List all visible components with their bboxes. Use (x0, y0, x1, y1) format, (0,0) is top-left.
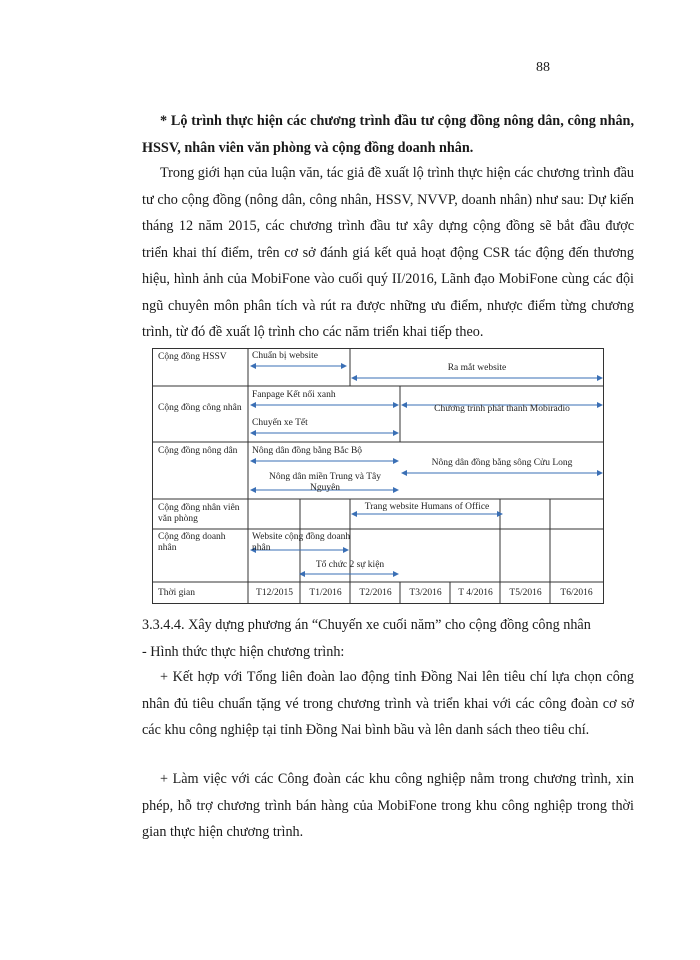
activity-cn-tet: Chuyến xe Tết (252, 418, 308, 428)
row-label-hssv: Cộng đồng HSSV (158, 352, 227, 362)
period-t12-2015: T12/2015 (256, 588, 293, 598)
period-t5-2016: T5/2016 (509, 588, 542, 598)
paragraph-2: + Làm việc với các Công đoàn các khu công nghiệp nằm trong chương trình, xin phép, hỗ trợ chương trình bán hàng của MobiFone trong khu công nghiệp trong thời gian thực hiện chương trình. (142, 771, 634, 840)
time-label: Thời gian (158, 588, 195, 598)
activity-nd-mientrung: Nông dân miền Trung và Tây Nguyên (269, 472, 381, 493)
form-label: - Hình thức thực hiện chương trình: (142, 644, 345, 660)
activity-hssv-launch: Ra mắt website (447, 363, 507, 373)
row-label-doanh-nhan: Cộng đồng doanh nhân (158, 532, 226, 553)
activity-cn-fanpage: Fanpage Kết nối xanh (252, 390, 336, 400)
period-t1-2016: T1/2016 (309, 588, 342, 598)
activity-nd-cuulong: Nông dân đồng bằng sông Cửu Long (431, 458, 573, 468)
period-t2-2016: T2/2016 (359, 588, 392, 598)
activity-cn-radio: Chương trình phát thanh Mobiradio (434, 404, 570, 414)
activity-nd-bacbo: Nông dân đồng bằng Bắc Bộ (252, 446, 363, 456)
paragraph-1: + Kết hợp với Tổng liên đoàn lao động tỉnh Đồng Nai lên tiêu chí lựa chọn công nhân đủ tiêu chuẩn tặng vé trong chương trình và triển khai với các công đoàn cơ sở các khu công nghiệp tại tỉnh Đồng Nai bình bầu và lên danh sách theo tiêu chí. (142, 669, 634, 738)
section-heading: * Lộ trình thực hiện các chương trình đầu tư cộng đồng nông dân, công nhân, HSSV, nhân viên văn phòng và cộng đồng doanh nhân. (142, 113, 634, 156)
row-label-cong-nhan: Cộng đồng công nhân (158, 403, 242, 413)
row-label-nong-dan: Cộng đồng nông dân (158, 446, 238, 456)
row-label-nhan-vien-van-phong: Cộng đồng nhân viên văn phòng (158, 503, 240, 524)
activity-hssv-prepare: Chuẩn bị website (252, 351, 318, 361)
section-title: 3.3.4.4. Xây dựng phương án “Chuyến xe cuối năm” cho cộng đồng công nhân (142, 617, 591, 633)
page-number: 88 (536, 60, 550, 75)
period-t6-2016: T6/2016 (560, 588, 593, 598)
intro-paragraph: Trong giới hạn của luận văn, tác giả đề xuất lộ trình thực hiện các chương trình đầu tư cho cộng đồng (nông dân, công nhân, HSSV, NVVP, doanh nhân) như sau: Dự kiến tháng 12 năm 2015, các chương trình đầu tư xây dựng cộng đồng sẽ bắt đầu được triển khai thí điểm, trên cơ sở đánh giá kết quả hoạt động CSR tác động đến thương hiệu, hình ảnh của MobiFone vào cuối quý II/2016, Lãnh đạo MobiFone cùng các đội ngũ chuyên môn phân tích và rút ra được những ưu điểm, nhược điểm từng chương trình, từ đó đề xuất lộ trình cho các năm triển khai tiếp theo. (142, 165, 634, 340)
activity-nvvp-web: Trang website Humans of Office (364, 502, 490, 512)
roadmap-gantt-table (152, 348, 604, 604)
activity-dn-events: Tổ chức 2 sự kiện (315, 560, 385, 570)
period-t4-2016: T 4/2016 (458, 588, 493, 598)
activity-dn-web: Website cộng đồng doanh nhân (252, 532, 351, 553)
period-t3-2016: T3/2016 (409, 588, 442, 598)
